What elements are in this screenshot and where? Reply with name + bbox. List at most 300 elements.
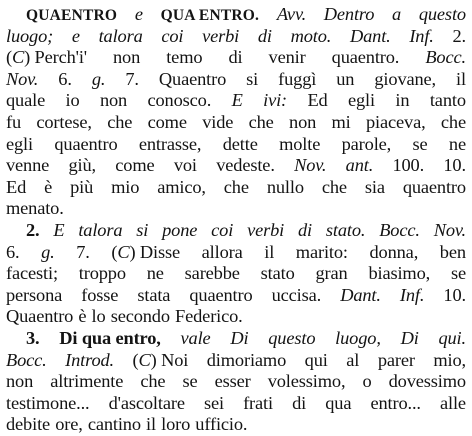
- word: [268, 328, 315, 350]
- word-text: quaentro: [54, 133, 118, 154]
- word: [316, 263, 348, 285]
- word: [6, 47, 87, 69]
- word: [70, 177, 93, 199]
- word-text: quale: [6, 90, 46, 111]
- word: [58, 69, 72, 91]
- word-text: più: [70, 176, 94, 197]
- word: [261, 263, 295, 285]
- word-text: tanto: [429, 90, 466, 111]
- word-text: egli: [348, 90, 375, 111]
- word: [289, 112, 316, 134]
- word-text: Dentro: [323, 4, 375, 24]
- word: [115, 155, 154, 177]
- word-text: coi: [211, 219, 234, 240]
- word: [92, 69, 106, 91]
- dictionary-entry: [6, 4, 466, 436]
- word-text: giovane,: [374, 68, 437, 89]
- word: [258, 26, 272, 48]
- word: [392, 155, 424, 177]
- text-line: [6, 242, 466, 264]
- word-text: gran: [315, 263, 348, 284]
- word: [41, 242, 55, 264]
- word: [133, 350, 189, 372]
- word-text: loro: [161, 414, 191, 435]
- word: [204, 393, 224, 415]
- word-text: dovessimo: [388, 371, 466, 392]
- word: [232, 90, 243, 112]
- word-text: 7.: [76, 241, 90, 262]
- word: [147, 263, 164, 285]
- word-text: Ed: [6, 176, 27, 197]
- word: [189, 285, 252, 307]
- word-text: cantino: [87, 414, 141, 435]
- word-text: che: [107, 111, 133, 132]
- word-text: talora: [78, 219, 123, 240]
- word-text: ivi:: [263, 90, 288, 111]
- word-text: venne: [6, 155, 50, 176]
- word-text: entrasse,: [138, 133, 202, 154]
- word: [162, 220, 197, 242]
- word-text: Nov.: [6, 68, 39, 89]
- text-line: [6, 263, 466, 285]
- word: [322, 177, 347, 199]
- word-text: donna,: [369, 241, 419, 262]
- word: [451, 263, 466, 285]
- word-text: che: [440, 111, 466, 132]
- word: [136, 220, 148, 242]
- word-text: come: [115, 155, 155, 176]
- word: [6, 112, 21, 134]
- word: [6, 371, 33, 393]
- word: [215, 371, 251, 393]
- text-line: [6, 134, 466, 156]
- word-text: mio,: [433, 349, 466, 370]
- word: [440, 242, 466, 264]
- word-text: Di: [400, 327, 419, 348]
- word: [370, 242, 419, 264]
- word: [230, 328, 248, 350]
- word-text: QUA ENTRO.: [160, 7, 260, 24]
- word: [392, 4, 401, 26]
- word: [174, 155, 197, 177]
- word: [378, 350, 415, 372]
- word-text: vide: [202, 111, 234, 132]
- word: [374, 69, 436, 91]
- word: [161, 414, 190, 436]
- word-text: coi: [161, 25, 184, 46]
- word: [325, 393, 351, 415]
- word: [6, 285, 62, 307]
- word-text: 100.: [392, 155, 425, 176]
- word: [72, 26, 80, 48]
- word-text: ne: [448, 133, 466, 154]
- word: [335, 328, 381, 350]
- word: [88, 414, 141, 436]
- word-text: voi: [173, 155, 197, 176]
- word: [195, 414, 247, 436]
- word-text: il: [146, 414, 156, 435]
- word-text: stato: [260, 263, 295, 284]
- word-text: Bocc.: [6, 349, 47, 370]
- word-text: qua: [325, 392, 352, 413]
- word: [228, 47, 242, 69]
- word-text: verbi: [202, 25, 240, 46]
- word: [441, 112, 466, 134]
- word-text: stato.: [325, 219, 366, 240]
- word-text: qui.: [438, 327, 466, 348]
- word: [247, 220, 284, 242]
- word-text: alle: [439, 392, 466, 413]
- word: [202, 242, 243, 264]
- word-text: venir: [268, 47, 306, 68]
- word: [183, 371, 198, 393]
- word-text: debite: [6, 414, 51, 435]
- word: [59, 328, 160, 350]
- word-text: Bocc.: [379, 219, 420, 240]
- word-text: non: [113, 47, 141, 68]
- word: [389, 371, 466, 393]
- word-text: Nov.: [433, 219, 466, 240]
- word-text: altrimente: [50, 371, 124, 392]
- word: [366, 112, 426, 134]
- word-text: Federico.: [175, 306, 243, 327]
- word: [419, 4, 466, 26]
- word-text: facesti;: [6, 263, 58, 284]
- word-text: ) Disse: [129, 241, 181, 262]
- word: [346, 155, 374, 177]
- word-text: C: [11, 47, 25, 68]
- word-text: 6.: [58, 68, 72, 89]
- word-text: Di qua entro,: [59, 327, 161, 348]
- word-text: che: [321, 176, 347, 197]
- word-text: ) Perch'i': [24, 47, 87, 68]
- word: [6, 198, 64, 220]
- word-text: 10.: [443, 155, 466, 176]
- word: [272, 285, 322, 307]
- word-text: menato.: [6, 198, 64, 219]
- word-text: uccisa.: [271, 284, 322, 305]
- text-line: [6, 414, 466, 436]
- word-text: se: [182, 371, 198, 392]
- word: [296, 242, 348, 264]
- word-text: luogo;: [6, 25, 54, 46]
- word: [211, 220, 233, 242]
- word-text: Inf.: [409, 25, 434, 46]
- word-text: QUAENTRO: [26, 7, 118, 24]
- word-text: vale: [180, 327, 211, 348]
- text-line: [6, 112, 466, 134]
- word: [326, 220, 365, 242]
- word: [44, 177, 52, 199]
- word-text: è: [78, 306, 87, 327]
- word: [291, 26, 332, 48]
- word: [370, 393, 420, 415]
- word-text: entro...: [370, 392, 421, 413]
- word: [409, 26, 433, 48]
- word-text: Inf.: [399, 284, 425, 305]
- word: [294, 155, 326, 177]
- word: [324, 4, 375, 26]
- word-text: E: [53, 219, 65, 240]
- word-text: troppo: [78, 263, 126, 284]
- word: [269, 47, 306, 69]
- word-text: 10.: [443, 284, 466, 305]
- word: [78, 220, 122, 242]
- word-text: (: [6, 47, 12, 68]
- word-text: il: [264, 241, 275, 262]
- word-text: quaentro: [189, 284, 253, 305]
- word: [81, 285, 118, 307]
- word-text: 7.: [125, 68, 139, 89]
- word-text: pone: [162, 219, 198, 240]
- word: [54, 134, 117, 156]
- word-text: biasimo,: [368, 263, 431, 284]
- word: [395, 90, 409, 112]
- word-text: volessimo,: [267, 371, 346, 392]
- word: [157, 177, 206, 199]
- text-line: [6, 90, 466, 112]
- word: [298, 220, 312, 242]
- word-text: al: [346, 349, 360, 370]
- word-text: dette: [222, 133, 258, 154]
- text-line: [6, 306, 466, 328]
- word: [107, 112, 132, 134]
- word-text: Quaentro: [6, 306, 74, 327]
- word: [26, 220, 40, 242]
- word-text: non: [6, 371, 34, 392]
- word: [379, 220, 420, 242]
- word-text: parole,: [341, 133, 392, 154]
- word-text: sei: [203, 392, 224, 413]
- word-text: secondo: [110, 306, 170, 327]
- word-text: (: [132, 349, 139, 370]
- word: [68, 155, 96, 177]
- word: [452, 26, 466, 48]
- word-text: di: [228, 47, 243, 68]
- word: [66, 90, 80, 112]
- word-text: ben: [439, 241, 466, 262]
- word: [6, 90, 45, 112]
- word: [332, 47, 400, 69]
- word: [6, 306, 73, 328]
- word-text: giù,: [68, 155, 96, 176]
- word: [137, 285, 170, 307]
- word-text: d'ascoltare: [108, 392, 185, 413]
- word-text: a: [392, 4, 402, 24]
- text-line: [6, 285, 466, 307]
- word-text: ufficio.: [195, 414, 248, 435]
- word: [305, 350, 328, 372]
- word: [50, 371, 123, 393]
- word-text: amico,: [157, 176, 206, 197]
- word-text: ant.: [345, 155, 374, 176]
- word: [6, 393, 90, 415]
- word: [267, 177, 304, 199]
- word-text: ne: [146, 263, 164, 284]
- word-text: non: [99, 90, 128, 111]
- word: [65, 350, 114, 372]
- word-text: parer: [377, 349, 415, 370]
- word: [148, 90, 212, 112]
- word: [99, 26, 143, 48]
- word: [159, 69, 226, 91]
- word-text: e: [134, 4, 143, 24]
- word: [6, 155, 49, 177]
- word-text: molte: [279, 133, 321, 154]
- word: [6, 177, 26, 199]
- word: [92, 306, 106, 328]
- word-text: Ed: [307, 90, 328, 111]
- text-line: [6, 371, 466, 393]
- word: [140, 371, 165, 393]
- word: [443, 285, 466, 307]
- word: [76, 242, 90, 264]
- word: [6, 263, 58, 285]
- word: [53, 220, 64, 242]
- word: [6, 242, 20, 264]
- text-line: [6, 47, 466, 69]
- text-line: [6, 26, 466, 48]
- word: [307, 90, 327, 112]
- word-text: persona: [6, 284, 63, 305]
- word-text: moto.: [290, 25, 332, 46]
- word-text: 3.: [26, 327, 40, 348]
- word-text: Quaentro: [158, 68, 227, 89]
- word-text: temo: [166, 47, 203, 68]
- word: [139, 134, 201, 156]
- word-text: testimone...: [6, 392, 90, 413]
- word-text: stata: [137, 284, 171, 305]
- word-text: in: [395, 90, 410, 111]
- word-text: luogo,: [335, 327, 381, 348]
- word-text: g.: [41, 241, 55, 262]
- word: [207, 350, 286, 372]
- text-line: [6, 198, 466, 220]
- word: [161, 26, 183, 48]
- word: [443, 155, 466, 177]
- word-text: talora: [98, 25, 143, 46]
- word-text: di: [292, 392, 307, 413]
- word: [6, 69, 38, 91]
- word: [6, 414, 50, 436]
- word-text: E: [231, 90, 243, 111]
- word-text: qui: [304, 349, 328, 370]
- word-text: 2.: [26, 219, 40, 240]
- word: [181, 328, 211, 350]
- word-text: un: [336, 68, 355, 89]
- word: [243, 393, 273, 415]
- word: [78, 306, 86, 328]
- word: [26, 4, 117, 26]
- word: [223, 134, 258, 156]
- word-text: di: [297, 219, 312, 240]
- word: [268, 371, 346, 393]
- word: [216, 155, 275, 177]
- word: [346, 350, 359, 372]
- text-line: [6, 328, 466, 350]
- word: [350, 26, 391, 48]
- word-text: piaceva,: [366, 111, 426, 132]
- word: [278, 69, 316, 91]
- word: [434, 220, 466, 242]
- word-text: Nov.: [294, 155, 327, 176]
- word: [340, 285, 381, 307]
- word: [113, 47, 140, 69]
- word: [111, 177, 139, 199]
- word-text: mio: [111, 176, 140, 197]
- word: [413, 134, 428, 156]
- word-text: che: [140, 371, 166, 392]
- word-text: sia: [364, 176, 385, 197]
- word-text: questo: [268, 327, 316, 348]
- word-text: fuggì: [278, 68, 317, 89]
- word-text: se: [412, 133, 428, 154]
- word-text: mi: [331, 111, 351, 132]
- word: [26, 328, 40, 350]
- text-line: [6, 69, 466, 91]
- word: [6, 134, 33, 156]
- word-text: o: [362, 371, 372, 392]
- word-text: marito:: [295, 241, 348, 262]
- word-text: 6.: [6, 241, 20, 262]
- word: [401, 328, 419, 350]
- text-line: [6, 155, 466, 177]
- word-text: che: [248, 111, 274, 132]
- word: [55, 414, 82, 436]
- word-text: ore,: [55, 414, 83, 435]
- word: [279, 134, 320, 156]
- word: [425, 47, 466, 69]
- word-text: se: [450, 263, 466, 284]
- word: [342, 134, 392, 156]
- word: [166, 47, 202, 69]
- word-text: non: [289, 111, 317, 132]
- word: [36, 112, 91, 134]
- word: [362, 371, 371, 393]
- word: [125, 69, 139, 91]
- word: [336, 69, 354, 91]
- word: [433, 350, 466, 372]
- word: [148, 112, 187, 134]
- text-line: [6, 350, 466, 372]
- word-text: Avv.: [276, 4, 307, 24]
- word-text: Di: [230, 327, 249, 348]
- word: [79, 263, 126, 285]
- word: [249, 112, 274, 134]
- word-text: come: [147, 111, 187, 132]
- word-text: 2.: [452, 25, 466, 46]
- word-text: egli: [6, 133, 33, 154]
- word-text: dimoriamo: [206, 349, 287, 370]
- word-text: si: [246, 68, 259, 89]
- word-text: sarebbe: [184, 263, 240, 284]
- word: [202, 112, 233, 134]
- word: [403, 177, 466, 199]
- word-text: allora: [201, 241, 243, 262]
- word-text: verbi: [247, 219, 285, 240]
- word: [100, 90, 127, 112]
- word-text: cortese,: [36, 111, 92, 132]
- word-text: ) Noi: [150, 349, 189, 370]
- word: [135, 4, 143, 26]
- word-text: di: [257, 25, 272, 46]
- word-text: fu: [6, 111, 22, 132]
- word: [430, 90, 466, 112]
- word: [438, 328, 466, 350]
- word: [456, 69, 466, 91]
- word: [185, 263, 240, 285]
- word-text: fosse: [81, 284, 119, 305]
